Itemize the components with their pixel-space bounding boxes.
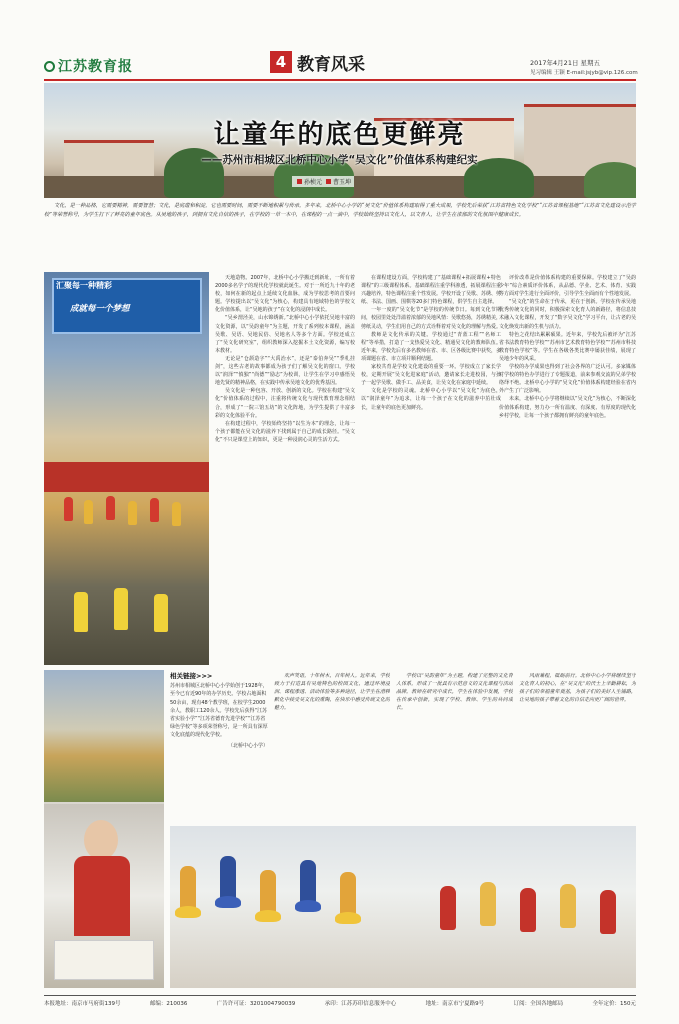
footer-printer: 承印：江苏苏印信息服务中心 [324, 1001, 397, 1007]
author-2: 曹玉坤 [332, 179, 351, 186]
paragraph: 文化是学校的灵魂。北桥中心小学以“吴文化”为底色，以“润泽童年”为追求，让每一个孩子在文化的滋养中茁壮成长，让童年的底色更加鲜亮。 [361, 388, 501, 411]
paragraph: 教师是文化传承的关键。学校通过“青蓝工程”“名师工程”等举措，打造了一支热爱吴文化、精通吴文化的教师队伍。近年来，学校先后有多名教师在省、市、区各级比赛中获奖，多项课题在省、市立项并顺利结题。 [361, 331, 501, 362]
closing-column-3 [519, 672, 636, 822]
student-uniform [74, 856, 130, 936]
page-tag [270, 51, 365, 73]
paragraph: “吴文化”的生命在于传承，更在于创新。学校在传承吴地优秀传统文化的同时，积极探索文化育人的新路径，将信息技术融入文化课程，开发了“数字吴文化”学习平台，让古老的吴文化焕发出新的生机与活力。 [499, 299, 636, 330]
dancer [340, 872, 356, 916]
closing-column-2 [396, 672, 513, 822]
footer-printer-address: 地址：南京市宁夏路9号 [425, 1001, 485, 1007]
student-activity-photos [44, 670, 164, 988]
dancer [440, 886, 456, 930]
footer-rule [44, 995, 636, 996]
dancer [520, 888, 536, 932]
outdoor-activity-photo [44, 670, 164, 802]
calligraphy-paper [54, 940, 154, 980]
article-column-1 [215, 274, 355, 662]
paragraph: 在构建过程中，学校始终坚持“以生为本”的理念，让每一个孩子都能在吴文化的滋养下找到属于自己的成长路径。“吴文化”不只是课堂上的知识，更是一种浸润心灵的生活方式。 [215, 420, 355, 443]
footer-postcode: 邮编：210036 [149, 1001, 188, 1007]
footer-address: 本报地址：南京市马府街139号 [44, 1001, 121, 1007]
footer-price: 全年定价：150元 [592, 1001, 636, 1007]
performer [64, 497, 73, 521]
paragraph: 欢声笑语，十年树木，百年树人。近年来，学校致力于打造具有吴地特色的校园文化，通过环境浸润、课程渗透、活动体验等多种途径，让学生在潜移默化中接受吴文化的熏陶，在快乐中感受传统文化的魅力。 [274, 673, 390, 712]
closing-column-1 [274, 672, 390, 822]
byline-marker-icon [297, 179, 302, 184]
editor-line: 见习编辑 王颖 E-mail:jsjyb@vip.126.com [530, 70, 638, 76]
martial-arts-student [74, 592, 88, 632]
dancer [220, 856, 236, 900]
martial-arts-student [154, 594, 168, 632]
signboard-line-2: 成就每一个梦想 [70, 304, 130, 314]
performer [172, 502, 181, 526]
paragraph: 一年一度的“吴文化节”是学校的传统节日。每到文化节期间，校园里处处洋溢着浓郁的吴地风情：吴歌悠扬，苏绣精美，剪纸灵动，学生们用自己的方式诠释着对吴文化的理解与热爱。 [361, 307, 501, 330]
masthead-text: 江苏教育报 [58, 59, 133, 75]
byline-marker-icon [326, 179, 331, 184]
article-column-3 [499, 274, 636, 662]
paragraph: 未来，北桥中心小学将继续以“吴文化”为核心，不断深化价值体系构建，努力办一所有温度、有深度、有厚度的现代化乡村学校，让每一个孩子都拥有鲜亮的童年底色。 [499, 396, 636, 419]
school-event-photo [44, 272, 209, 665]
paragraph: 吴文化是一种包容、开放、创新的文化。学校在构建“吴文化”价值体系的过程中，注重将传统文化与现代教育理念相结合，形成了“一院三馆五坊”的文化阵地，为学生提供了丰富多彩的文化体验平台。 [215, 388, 355, 419]
footer-license: 广告许可证：3201004790039 [216, 1001, 296, 1007]
issue-date: 2017年4月21日 星期五 [530, 59, 601, 67]
dance-skirt [295, 900, 321, 912]
dance-performance-photo [170, 826, 636, 988]
paragraph: 特色之花结出累累硕果。近年来，学校先后被评为“江苏省书法教育特色学校”“苏州市艺术教育特色学校”“苏州市科技教育特色学校”等。学生在各级各类比赛中屡获佳绩，展现了吴地少年的风采。 [499, 331, 636, 362]
article-subtitle: ——苏州市相城区北桥中心小学“吴文化”价值体系构建纪实 [201, 154, 478, 166]
paragraph: 天地造物。2007年，北桥中心小学搬迁到新址，一所有着2000多名学子的现代化学校就此诞生。对于一所近九十年的老校，如何在新的起点上延续文化血脉，成为学校思考的首要问题。学校提出以“吴文化”为核心，构建具有地域特色的学校文化价值体系，让“吴地的孩子”在文化的浸润中成长。 [215, 275, 355, 314]
performer [150, 498, 159, 522]
article-title: 让童年的底色更鲜亮 [213, 120, 466, 150]
page-footer [44, 999, 636, 1007]
performer [128, 501, 137, 525]
section-title: 教育风采 [297, 54, 365, 75]
signboard-line-1: 汇聚每一种精彩 [56, 281, 112, 290]
dance-skirt [255, 910, 281, 922]
author-1: 孙桢元 [304, 179, 323, 186]
page-header [0, 0, 679, 88]
paragraph: “吴乡渭泾美，山水锦绣新。”北桥中心小学依托吴地丰富的文化资源，以“吴韵童年”为主题，开发了系列校本课程，涵盖吴歌、吴语、吴地民俗、吴地名人等多个方面。学校还成立了“吴文化研究室”，组织教师深入挖掘本土文化资源，编写校本教材。 [215, 315, 355, 354]
dancer [560, 884, 576, 928]
footer-distribution: 订阅：全国各地邮局 [513, 1001, 564, 1007]
paragraph: 在课程建设方面，学校构建了“基础课程+拓展课程+特色课程”的三级课程体系。基础课程注重学科渗透，拓展课程注重兴趣培养，特色课程注重个性发展。学校开设了吴歌、苏绣、剪纸、书法、国画、围棋等20多门特色课程，供学生自主选择。 [361, 275, 501, 306]
masthead [44, 56, 133, 76]
tree [584, 162, 636, 198]
dancer [480, 882, 496, 926]
lead-paragraph: 文化，是一种品格，它需要精神，需要智慧；文化，是底蕴和积淀，它也需要时间，需要不断地积累与传承。多年来，北桥中心小学的“吴文化”价值体系构建取得了重大成果，学校先后荣获“江苏省特色文化学校”“江苏省课程基地”“江苏省文化建设示范学校”等荣誉称号，为学生打下了鲜亮的童年底色。从吴地的孩子，到拥有文化自信的孩子，在学校的一草一木中，在课程的一点一滴中，学校始终坚持以文化人，以文育人，让学生在浓郁的文化氛围中健康成长。 [44, 203, 636, 218]
article-column-2 [361, 274, 501, 662]
related-links-sign: （北桥中心小学） [227, 742, 268, 749]
related-links-title: 相关链接>>> [170, 672, 213, 680]
related-links-body: 苏州市相城区北桥中心小学始创于1928年，至今已有近90年的办学历史。学校占地面积50余亩，现有48个教学班，在校学生2000余人，教职工120余人。学校先后获得“江苏省实验小学”“江苏省德育先进学校”“江苏省绿色学校”等多项荣誉称号，是一所具有深厚文化底蕴的现代化学校。 [170, 683, 268, 739]
byline [292, 176, 354, 187]
paragraph: 评价改革是价值体系构建的重要保障。学校建立了“吴韵少年”综合素质评价体系，从品德、学业、艺术、体育、实践等方面对学生进行全面评价，引导学生全面而有个性地发展。 [499, 275, 636, 298]
performer [106, 496, 115, 520]
stage [44, 462, 209, 492]
dancer [300, 860, 316, 904]
paragraph: 学校以“吴韵童年”为主题，构建了完整的文化育人体系，形成了一批具有示范意义的文化课程与活动品牌。教师在研究中成长，学生在体验中发展，学校在传承中创新，实现了学校、教师、学生的共同成长。 [396, 673, 513, 712]
dancer [180, 866, 196, 910]
paragraph: 学校的办学成果也得到了社会各界的广泛认可。多家媒体对学校的特色办学进行了专题报道，前来参观交流的兄弟学校络绎不绝。北桥中心小学的“吴文化”价值体系构建经验在省内外产生了广泛影响。 [499, 364, 636, 395]
dancer [260, 870, 276, 914]
related-links-box [170, 672, 268, 750]
student-face [84, 820, 118, 860]
performer [84, 500, 93, 524]
header-rule [44, 79, 636, 81]
page-number: 4 [270, 51, 292, 73]
dancer [600, 890, 616, 934]
paragraph: 风雨兼程，砥砺前行。北桥中心小学将继续坚守文化育人的初心，在“吴文化”的沃土上辛勤耕耘，为孩子们的幸福童年奠基，为孩子们的美好人生铺路，让吴地的孩子带着文化的自信走向更广阔的世界。 [519, 673, 636, 704]
newspaper-logo-icon [44, 61, 55, 72]
dance-skirt [335, 912, 361, 924]
paragraph: 无论是“仓颉造字”“大禹治水”，还是“泰伯奔吴”“季札挂剑”，这些古老的故事都成为孩子们了解吴文化的窗口。学校以“润泽”“慎独”“尚德”“励志”为校训，让学生在学习中感悟吴地先贤的精神品格，在实践中传承吴地文化的优秀基因。 [215, 355, 355, 387]
paragraph: 家校共育是学校文化建设的重要一环。学校成立了家长学校，定期开展“吴文化进家庭”活动，邀请家长走进校园，与孩子一起学吴歌、做手工、品美食，让吴文化在家庭中延续。 [361, 364, 501, 387]
dance-skirt [215, 896, 241, 908]
martial-arts-student [114, 588, 128, 630]
dance-skirt [175, 906, 201, 918]
